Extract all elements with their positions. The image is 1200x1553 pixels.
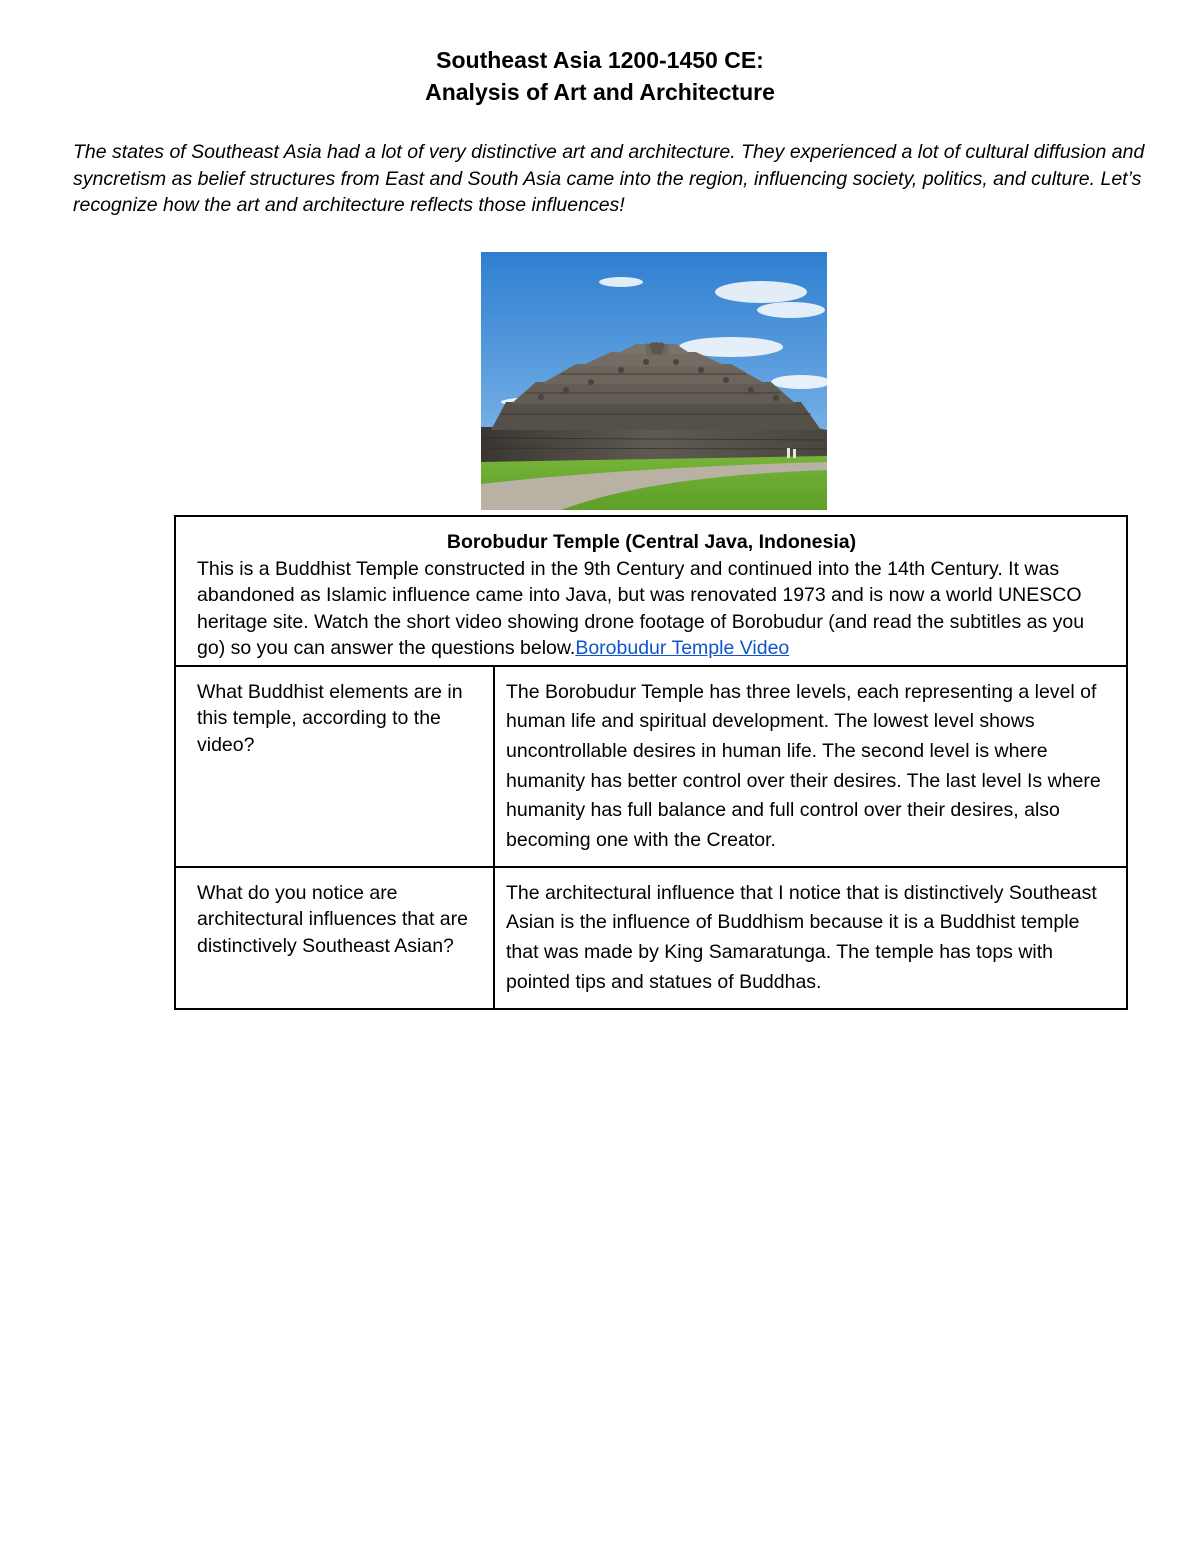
answer-cell: The architectural influence that I notice that is distinctively Southeast Asian is the influence of Buddhism because it is a Buddhist temple that was made by King Samaratunga. The temple has tops with pointed tips and statues of Buddhas.	[494, 867, 1127, 1009]
document-title-line-1: Southeast Asia 1200-1450 CE:	[436, 47, 764, 73]
question-cell: What Buddhist elements are in this temple, according to the video?	[175, 666, 494, 867]
document-title	[0, 44, 1200, 108]
table-row	[175, 666, 1127, 867]
temple-description	[197, 556, 1106, 662]
table-header-row	[175, 516, 1127, 666]
question-cell: What do you notice are architectural influences that are distinctively Southeast Asian?	[175, 867, 494, 1009]
document-title-line-2: Analysis of Art and Architecture	[425, 79, 775, 105]
borobudur-question-table	[174, 515, 1128, 1010]
table-header-cell	[175, 516, 1127, 666]
answer-cell: The Borobudur Temple has three levels, each representing a level of human life and spiritual development. The lowest level shows uncontrollable desires in human life. The second level is where humanity has better control over their desires. The last level Is where humanity has full balance and full control over their desires, also becoming one with the Creator.	[494, 666, 1127, 867]
temple-description-text: This is a Buddhist Temple constructed in the 9th Century and continued into the 14th Century. It was abandoned as Islamic influence came into Java, but was renovated 1973 and is now a world UNESCO heritage site. Watch the short video showing drone footage of Borobudur (and read the subtitles as you go) so you can answer the questions below.	[197, 557, 1085, 659]
borobudur-temple-photo	[481, 252, 827, 510]
table-row	[175, 867, 1127, 1009]
borobudur-video-link[interactable]: Borobudur Temple Video	[575, 637, 790, 659]
intro-paragraph: The states of Southeast Asia had a lot of very distinctive art and architecture. They experienced a lot of cultural diffusion and syncretism as belief structures from East and South Asia came into the region, influencing society, politics, and culture. Let’s recognize how the art and architecture reflects those influences!	[73, 141, 1145, 216]
temple-name: Borobudur Temple (Central Java, Indonesia)	[446, 531, 857, 553]
